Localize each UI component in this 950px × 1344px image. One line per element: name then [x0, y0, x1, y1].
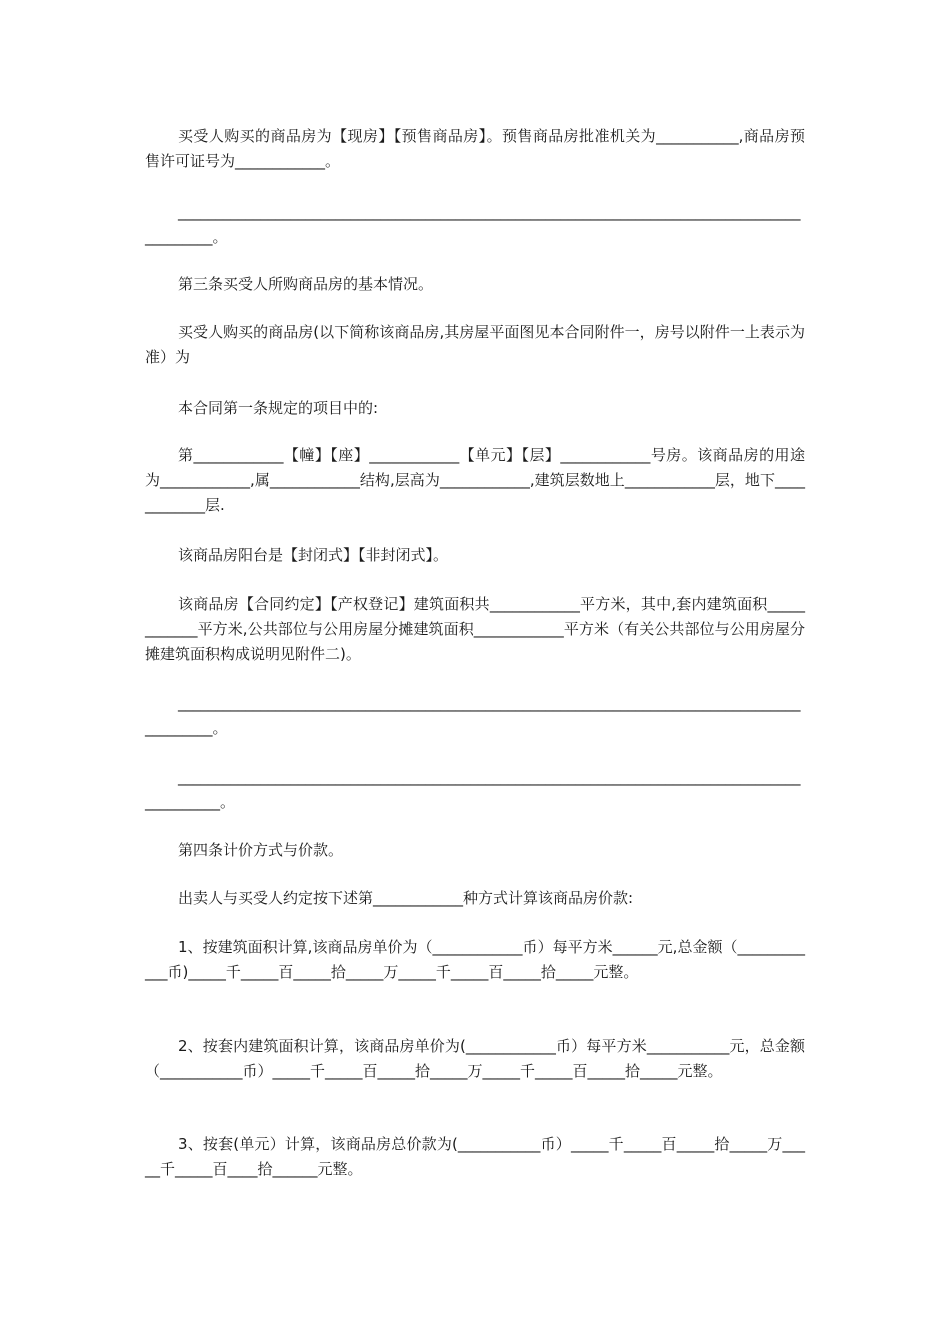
paragraph-blank-line-2: ____________________________________________________________________________________________。: [145, 694, 801, 737]
paragraph-option-3: 3、按套(单元）计算，该商品房总价款为(___________币）_____千_____百_____拾_____万_____千_____百____拾______元整。: [145, 1135, 805, 1178]
paragraph-blank-line-1: ____________________________________________________________________________________________。: [145, 203, 801, 246]
paragraph-building-area: 该商品房【合同约定】【产权登记】建筑面积共____________平方米，其中,套内建筑面积____________平方米,公共部位与公用房屋分摊建筑面积____________平方米（有关公共部位与公用房屋分摊建筑面积构成说明见附件二)。: [145, 595, 805, 663]
paragraph-blank-line-3: _____________________________________________________________________________________________。: [145, 768, 801, 811]
paragraph-balcony: 该商品房阳台是【封闭式】【非封闭式】。: [178, 546, 449, 564]
paragraph-option-1: 1、按建筑面积计算,该商品房单价为（____________币）每平方米______元,总金额（____________币)_____千_____百_____拾_____万_____千_____百_____拾_____元整。: [145, 938, 805, 981]
paragraph-pricing-method: 出卖人与买受人约定按下述第____________种方式计算该商品房价款:: [178, 889, 634, 907]
paragraph-project-reference: 本合同第一条规定的项目中的:: [178, 399, 379, 417]
paragraph-option-2: 2、按套内建筑面积计算，该商品房单价为(____________币）每平方米___________元，总金额（___________币）_____千_____百_____拾_____万_____千_____百_____拾_____元整。: [145, 1037, 805, 1080]
paragraph-article-3-heading: 第三条买受人所购商品房的基本情况。: [178, 275, 434, 293]
paragraph-article-4-heading: 第四条计价方式与价款。: [178, 841, 344, 859]
paragraph-house-number: 第____________【幢】【座】____________【单元】【层】____________号房。该商品房的用途为____________,属____________结构,层高为____________,建筑层数地上____________层，地下____________层.: [145, 446, 805, 514]
paragraph-presale-info: 买受人购买的商品房为【现房】【预售商品房】。预售商品房批准机关为___________,商品房预售许可证号为____________。: [145, 127, 805, 170]
paragraph-house-description: 买受人购买的商品房(以下简称该商品房,其房屋平面图见本合同附件一，房号以附件一上表示为准）为: [145, 323, 805, 366]
